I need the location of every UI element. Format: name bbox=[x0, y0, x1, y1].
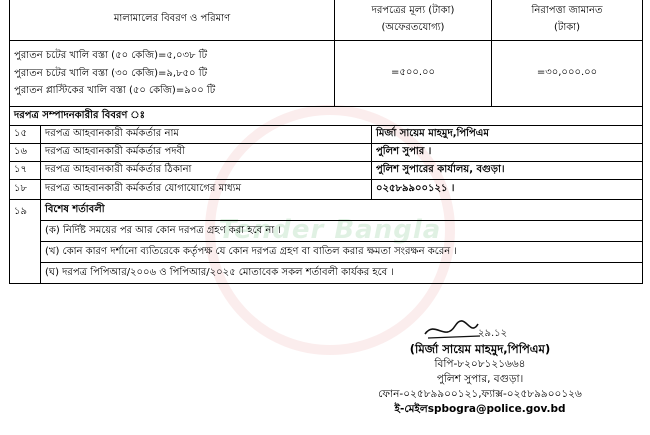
security-value: =৩০,০০০.০০ bbox=[492, 41, 643, 107]
signatory-designation: পুলিশ সুপার, বগুড়া। bbox=[436, 373, 524, 385]
table-row bbox=[10, 162, 643, 180]
condition-ka: (ক) নির্দিষ্ট সময়ের পর আর কোন দরপত্র গ্রহণ করা হবে না । bbox=[41, 221, 643, 242]
signatory-phone: ফোন-০২৫৮৯৯০০১২১,ফ্যাক্স-০২৫৮৯৯০০১২৬ bbox=[378, 388, 582, 400]
row-label: দরপত্র আহবানকারী কর্মকর্তার যোগাযোগের মাধ্যম bbox=[41, 180, 372, 200]
signature-block bbox=[330, 342, 630, 417]
header-price: দরপত্রের মূল্য (টাকা) (অফেরতযোগ্য) bbox=[335, 0, 492, 41]
row-label: দরপত্র আহবানকারী কর্মকর্তার ঠিকানা bbox=[41, 162, 372, 180]
row-num: ১৫ bbox=[10, 126, 41, 144]
price-value: =৫০০.০০ bbox=[335, 41, 492, 107]
item-2: পুরাতন চটের খালি বস্তা (৩০ কেজি)=৯,৮৫০ টি bbox=[14, 67, 208, 79]
signatory-bp: বিপি-৮২০৮১২১৬৬৪ bbox=[434, 358, 526, 370]
row-value: পুলিশ সুপার । bbox=[372, 144, 643, 162]
row-value: পুলিশ সুপারের কার্যালয়, বগুড়া। bbox=[372, 162, 643, 180]
condition-kha: (খ) কোন কারণ দর্শানো ব্যতিরেকে কর্তৃপক্ষ যে কোন দরপত্র গ্রহণ বা বাতিল করার ক্ষমতা সংরক্ষন করেন । bbox=[41, 242, 643, 263]
row-num: ১৭ bbox=[10, 162, 41, 180]
header-description: মালামালের বিবরণ ও পরিমাণ bbox=[10, 0, 335, 41]
table-row bbox=[10, 126, 643, 144]
table-row bbox=[10, 180, 643, 200]
row-label: দরপত্র আহবানকারী কর্মকর্তার পদবী bbox=[41, 144, 372, 162]
watermark-text: Tender Bangla bbox=[218, 215, 442, 245]
signature-scribble bbox=[420, 312, 510, 346]
header-security: নিরাপত্তা জামানত (টাকা) bbox=[492, 0, 643, 41]
item-1: পুরাতন চটের খালি বস্তা (৫০ কেজি)=৫,০৩৮ টি bbox=[14, 50, 208, 62]
item-3: পুরাতন প্লাস্টিকের খালি বস্তা (৫০ কেজি)=৯০০ টি bbox=[14, 85, 216, 97]
row-num: ১৮ bbox=[10, 180, 41, 200]
special-num: ১৯ bbox=[10, 200, 41, 284]
goods-table bbox=[9, 0, 643, 107]
signatory-name: (মির্জা সায়েম মাহমুদ,পিপিএম) bbox=[409, 342, 551, 356]
section-title: দরপত্র সম্পাদনকারীর বিবরণ ঃ bbox=[10, 107, 643, 126]
row-value: মির্জা সায়েম মাহমুদ,পিপিএম bbox=[372, 126, 643, 144]
row-label: দরপত্র আহবানকারী কর্মকর্তার নাম bbox=[41, 126, 372, 144]
table-row bbox=[10, 144, 643, 162]
special-title: বিশেষ শর্তাবলী bbox=[41, 200, 643, 221]
officer-table bbox=[9, 106, 643, 284]
items-list bbox=[10, 41, 335, 107]
condition-gha: (ঘ) দরপত্র পিপিআর/২০০৬ ও পিপিআর/২০২৫ মোতাবেক সকল শর্তাবলী কার্যকর হবে । bbox=[41, 263, 643, 284]
row-num: ১৬ bbox=[10, 144, 41, 162]
signatory-email: ই-মেইলspbogra@police.gov.bd bbox=[394, 403, 566, 415]
signature-date: ২৯.১২ bbox=[478, 328, 508, 339]
row-value: ০২৫৮৯৯০০১২১ । bbox=[372, 180, 643, 200]
